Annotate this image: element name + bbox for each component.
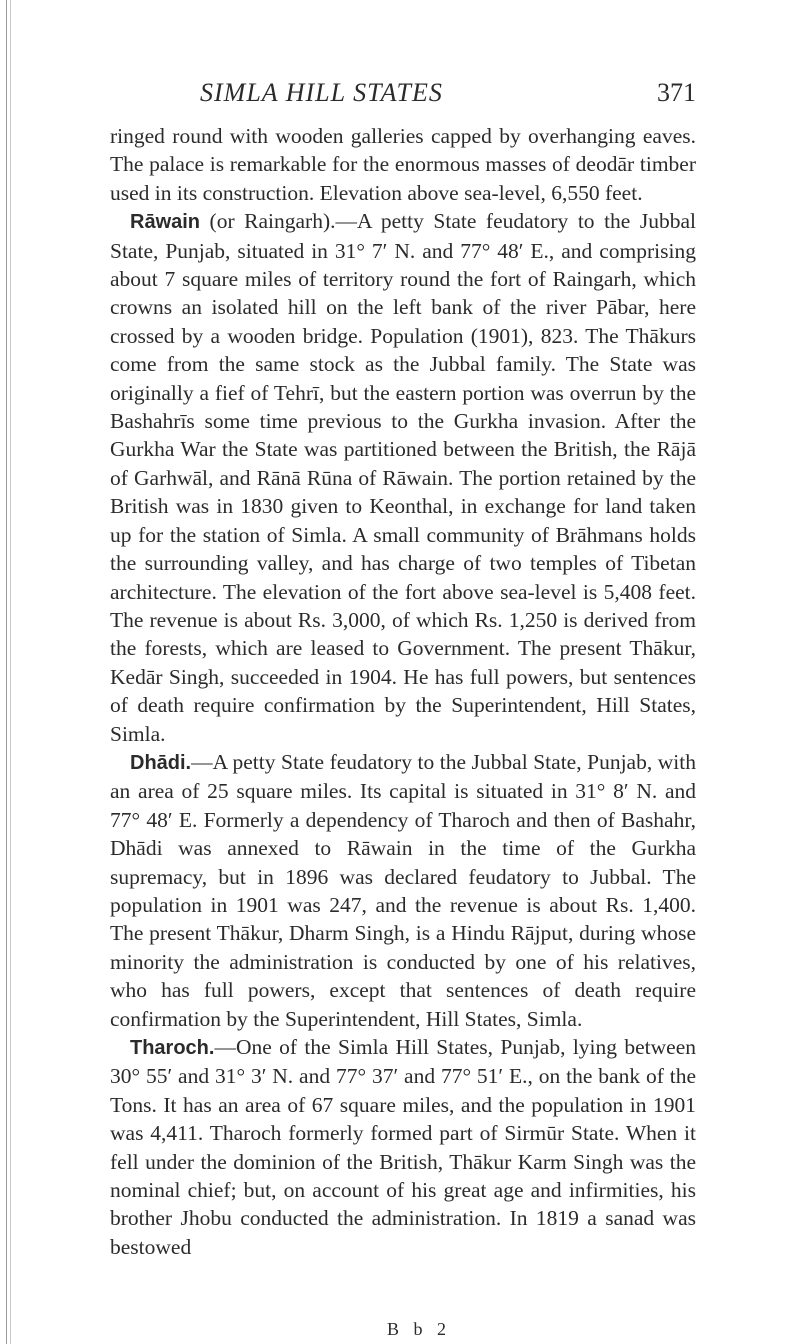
signature-mark: B b 2 — [387, 1319, 452, 1339]
entry-rawain — [110, 207, 696, 748]
binding-edge-line — [6, 0, 7, 1344]
binding-edge-line — [10, 0, 11, 1344]
paragraph-continuation — [110, 122, 696, 207]
paragraph-text: —One of the Simla Hill States, Punjab, lying between 30° 55′ and 31° 3′ N. and 77° 37′ and 77° 51′ E., on the bank of the Tons. It has an area of 67 square miles, and the population in 1901 was 4,411. Tharoch formerly formed part of Sirmūr State. When it fell under the dominion of the British, Thākur Karm Singh was the nominal chief; but, on account of his great age and infirmities, his brother Jhobu conducted the administration. In 1819 a sanad was bestowed — [110, 1035, 696, 1259]
entry-heading: Rāwain — [130, 211, 201, 234]
running-title: SIMLA HILL STATES — [200, 78, 443, 107]
running-head — [110, 78, 696, 114]
paragraph-text: (or Raingarh).—A petty State feudatory to the Jubbal State, Punjab, situated in 31° 7′ N. and 77° 48′ E., and comprising about 7 square miles of territory round the fort of Raingarh, which crowns an isolated hill on the left bank of the river Pābar, here crossed by a wooden bridge. Population (1901), 823. The Thākurs come from the same stock as the Jubbal family. The State was originally a fief of Tehrī, but the eastern portion was overrun by the Bashahrīs some time previous to the Gurkha invasion. After the Gurkha War the State was partitioned between the British, the Rājā of Garhwāl, and Rānā Rūna of Rāwain. The portion retained by the British was in 1830 given to Keonthal, in exchange for land taken up for the station of Simla. A small community of Brāhmans holds the surrounding valley, and has charge of two temples of Tibetan architecture. The elevation of the fort above sea-level is 5,408 feet. The revenue is about Rs. 3,000, of which Rs. 1,250 is derived from the forests, which are leased to Government. The present Thākur, Kedār Singh, succeeded in 1904. He has full powers, but sentences of death require confirmation by the Superintendent, Hill States, Simla. — [110, 209, 696, 746]
page-number: 371 — [657, 78, 696, 107]
entry-heading: Tharoch. — [130, 1037, 215, 1059]
entry-heading: Dhādi. — [130, 751, 192, 774]
entry-dhadi — [110, 748, 696, 1033]
paragraph-text: ringed round with wooden galleries capped by overhanging eaves. The palace is remarkable for the enormous masses of deodār timber used in its construction. Elevation above sea-level, 6,550 feet. — [110, 124, 696, 205]
entry-tharoch — [110, 1033, 696, 1261]
paragraph-text: —A petty State feudatory to the Jubbal State, Punjab, with an area of 25 square miles. Its capital is situated in 31° 8′ N. and 77° 48′ E. Formerly a dependency of Tharoch and then of Bashahr, Dhādi was annexed to Rāwain in the time of the Gurkha supremacy, but in 1896 was declared feudatory to Jubbal. The population in 1901 was 247, and the revenue is about Rs. 1,400. The present Thākur, Dharm Singh, is a Hindu Rājput, during whose minority the administration is conducted by one of his relatives, who has full powers, except that sentences of death require confirmation by the Superintendent, Hill States, Simla. — [110, 749, 696, 1031]
page-body — [110, 122, 696, 1261]
